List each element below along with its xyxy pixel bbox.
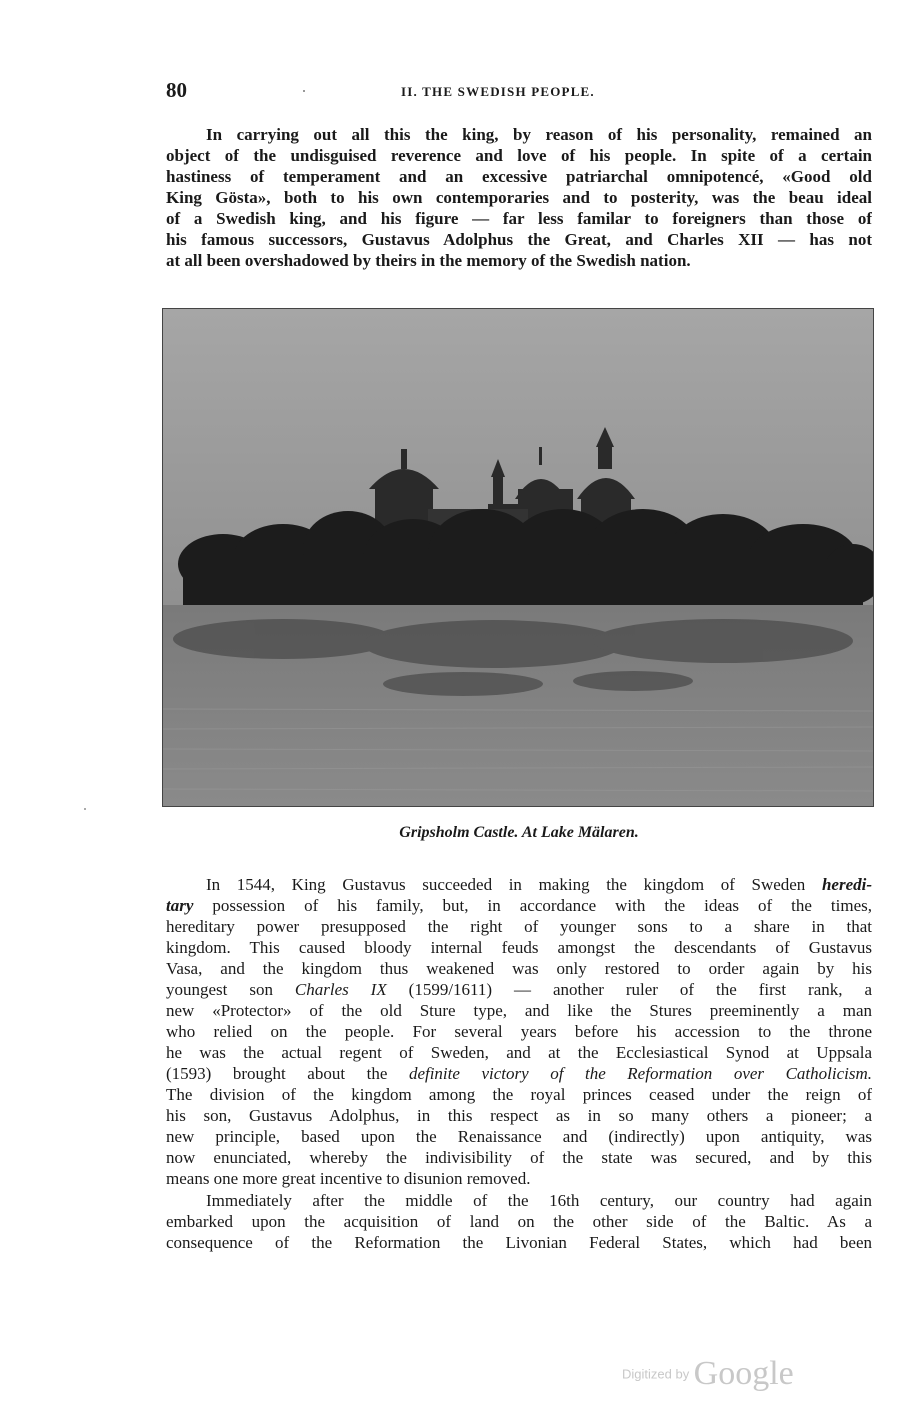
castle-photograph bbox=[162, 308, 874, 807]
text-line: at all been overshadowed by theirs in the memory of the Swedish nation. bbox=[166, 251, 691, 270]
text-line: In carrying out all this the king, by reason of his personality, remained an bbox=[206, 125, 872, 144]
page-header bbox=[166, 78, 872, 108]
text-run: In 1544, King Gustavus succeeded in making the kingdom of Sweden bbox=[206, 875, 822, 894]
paragraph-2 bbox=[166, 874, 872, 1189]
text-line: object of the undisguised reverence and love of his people. In spite of a certain bbox=[166, 146, 872, 165]
text-line: consequence of the Reformation the Livonian Federal States, which had been bbox=[166, 1233, 872, 1252]
text-line: Vasa, and the kingdom thus weakened was only restored to order again by his bbox=[166, 959, 872, 978]
text-line: his famous successors, Gustavus Adolphus the Great, and Charles XII — has not bbox=[166, 230, 872, 249]
text-line bbox=[166, 1063, 872, 1084]
text-run: (1593) brought about the bbox=[166, 1064, 409, 1083]
text-line: embarked upon the acquisition of land on the other side of the Baltic. As a bbox=[166, 1212, 872, 1231]
text-line bbox=[166, 895, 872, 916]
text-line: The division of the kingdom among the royal princes ceased under the reign of bbox=[166, 1085, 872, 1104]
text-line: hastiness of temperament and an excessive patriarchal omnipotencé, «Good old bbox=[166, 167, 872, 186]
digitized-watermark bbox=[622, 1355, 794, 1393]
paragraph-1 bbox=[166, 124, 872, 271]
running-head: II. THE SWEDISH PEOPLE. bbox=[401, 84, 595, 99]
emphasis-text: definite victory of the Reformation over Catholicism. bbox=[408, 1064, 872, 1083]
text-line: new principle, based upon the Renaissance and (indirectly) upon antiquity, was bbox=[166, 1127, 872, 1146]
text-run: youngest son bbox=[166, 980, 295, 999]
text-run: (1599/1611) — another ruler of the first rank, a bbox=[386, 980, 872, 999]
text-line: his son, Gustavus Adolphus, in this respect as in so many others a pioneer; a bbox=[166, 1106, 872, 1125]
text-line bbox=[166, 979, 872, 1000]
figure-caption: Gripsholm Castle. At Lake Mälaren. bbox=[399, 824, 639, 841]
text-line bbox=[166, 874, 872, 895]
text-line: means one more great incentive to disunion removed. bbox=[166, 1169, 531, 1188]
text-line: kingdom. This caused bloody internal feuds amongst the descendants of Gustavus bbox=[166, 938, 872, 957]
gripsholm-castle-image bbox=[163, 309, 873, 806]
text-line: King Gösta», both to his own contemporaries and to posterity, was the beau ideal bbox=[166, 188, 872, 207]
emphasis-text: Charles IX bbox=[294, 980, 387, 999]
paragraph-3 bbox=[166, 1190, 872, 1253]
text-run: possession of his family, but, in accordance with the ideas of the times, bbox=[193, 896, 872, 915]
text-line: new «Protector» of the old Sture type, and like the Stures preeminently a man bbox=[166, 1001, 872, 1020]
text-line: hereditary power presupposed the right of younger sons to a share in that bbox=[166, 917, 872, 936]
page-number: 80 bbox=[166, 78, 187, 102]
watermark-label: Digitized by bbox=[622, 1366, 690, 1382]
google-logo: Google bbox=[693, 1355, 794, 1392]
text-line: he was the actual regent of Sweden, and at the Ecclesiastical Synod at Uppsala bbox=[166, 1043, 872, 1062]
speck bbox=[84, 808, 86, 810]
text-line: of a Swedish king, and his figure — far less familar to foreigners than those of bbox=[166, 209, 872, 228]
emphasis-text: heredi- bbox=[821, 875, 872, 894]
text-line: now enunciated, whereby the indivisibility of the state was secured, and by this bbox=[166, 1148, 872, 1167]
text-line: who relied on the people. For several years before his accession to the throne bbox=[166, 1022, 872, 1041]
speck bbox=[303, 90, 305, 92]
emphasis-text: tary bbox=[166, 896, 194, 915]
text-line: Immediately after the middle of the 16th century, our country had again bbox=[206, 1191, 872, 1210]
